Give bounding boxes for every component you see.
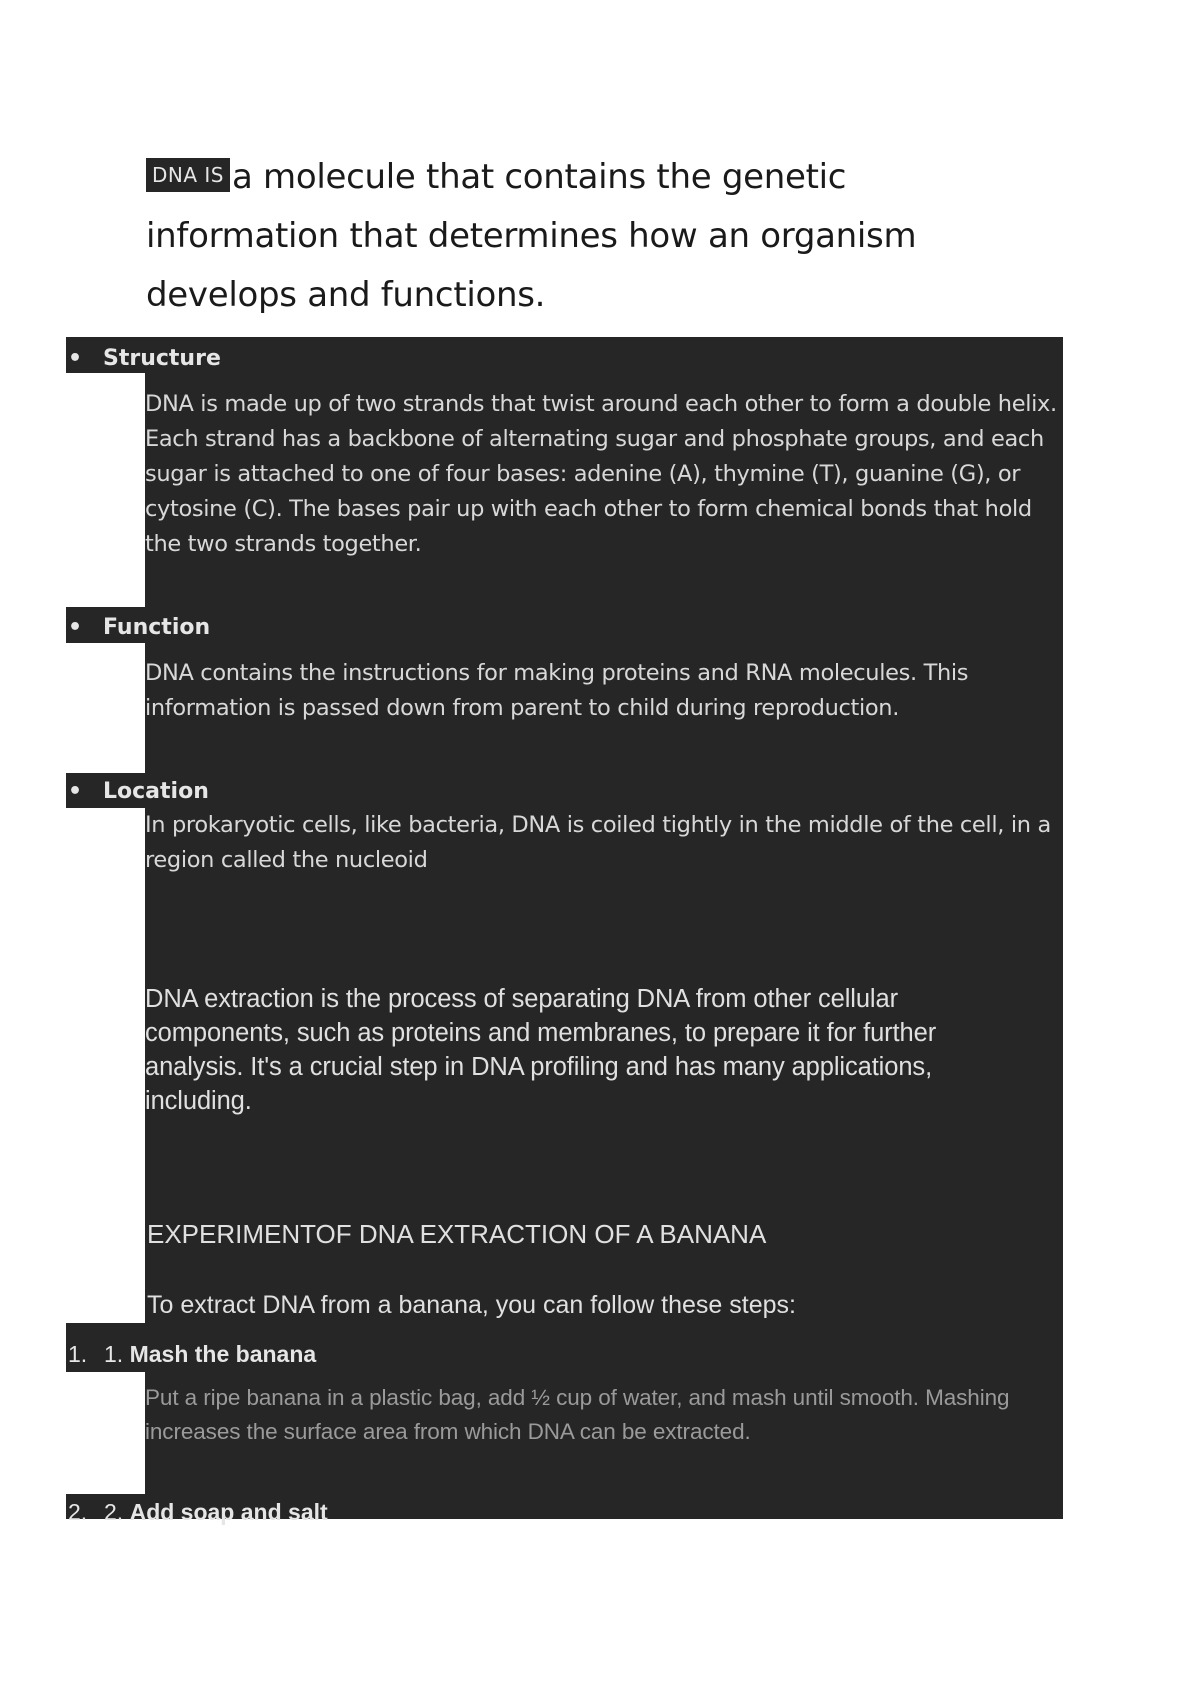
step-prefix: 2. [104, 1499, 124, 1525]
step-title: Add soap and salt [129, 1499, 328, 1525]
intro-highlight-tag: DNA IS [146, 158, 230, 192]
step-title: Mash the banana [129, 1341, 317, 1367]
step-1-paragraph: Put a ripe banana in a plastic bag, add ½ cup of water, and mash until smooth. Mashing increases the surface area from which DNA can be extracted. [145, 1385, 1010, 1444]
location-paragraph: In prokaryotic cells, like bacteria, DNA is coiled tightly in the middle of the cell, in a region called the nucleoid [145, 812, 1051, 873]
gutter-gap [66, 643, 145, 773]
step-item [66, 1494, 446, 1530]
bullet-icon: • [68, 779, 83, 804]
section-heading-location: Location [103, 779, 209, 804]
extraction-paragraph: DNA extraction is the process of separating DNA from other cellular components, such as proteins and membranes, to prepare it for further analysis. It's a crucial step in DNA profiling and has many applications, including. [145, 985, 937, 1115]
gutter-gap [66, 808, 145, 1323]
gutter-gap [66, 1372, 145, 1494]
experiment-title: EXPERIMENTOF DNA EXTRACTION OF A BANANA [147, 1219, 767, 1249]
section-heading-function: Function [103, 615, 211, 640]
list-item-location [66, 774, 209, 810]
list-item-structure [66, 341, 221, 377]
structure-paragraph: DNA is made up of two strands that twist around each other to form a double helix. Each strand has a backbone of alternating sugar and phosphate groups, and each sugar is attached to one of four bases: adenine (A), thymine (T), guanine (G), or cytosine (C). The bases pair up with each other to form chemical bonds that hold the two strands together. [145, 391, 1057, 557]
section-heading-structure: Structure [103, 346, 221, 371]
experiment-steps-intro: To extract DNA from a banana, you can follow these steps: [147, 1291, 796, 1319]
bullet-icon: • [68, 346, 83, 371]
step-heading [104, 1336, 316, 1372]
list-number: 1. [68, 1341, 88, 1367]
step-prefix: 1. [104, 1341, 124, 1367]
step-item [66, 1336, 446, 1372]
bullet-icon: • [68, 615, 83, 640]
step-heading [104, 1494, 328, 1530]
intro-text: a molecule that contains the genetic information that determines how an organism develops and functions. [146, 157, 917, 315]
list-number: 2. [68, 1499, 88, 1525]
gutter-gap [66, 373, 145, 607]
function-paragraph: DNA contains the instructions for making proteins and RNA molecules. This information is passed down from parent to child during reproduction. [145, 660, 969, 721]
intro-paragraph [146, 148, 1046, 325]
list-item-function [66, 610, 211, 646]
